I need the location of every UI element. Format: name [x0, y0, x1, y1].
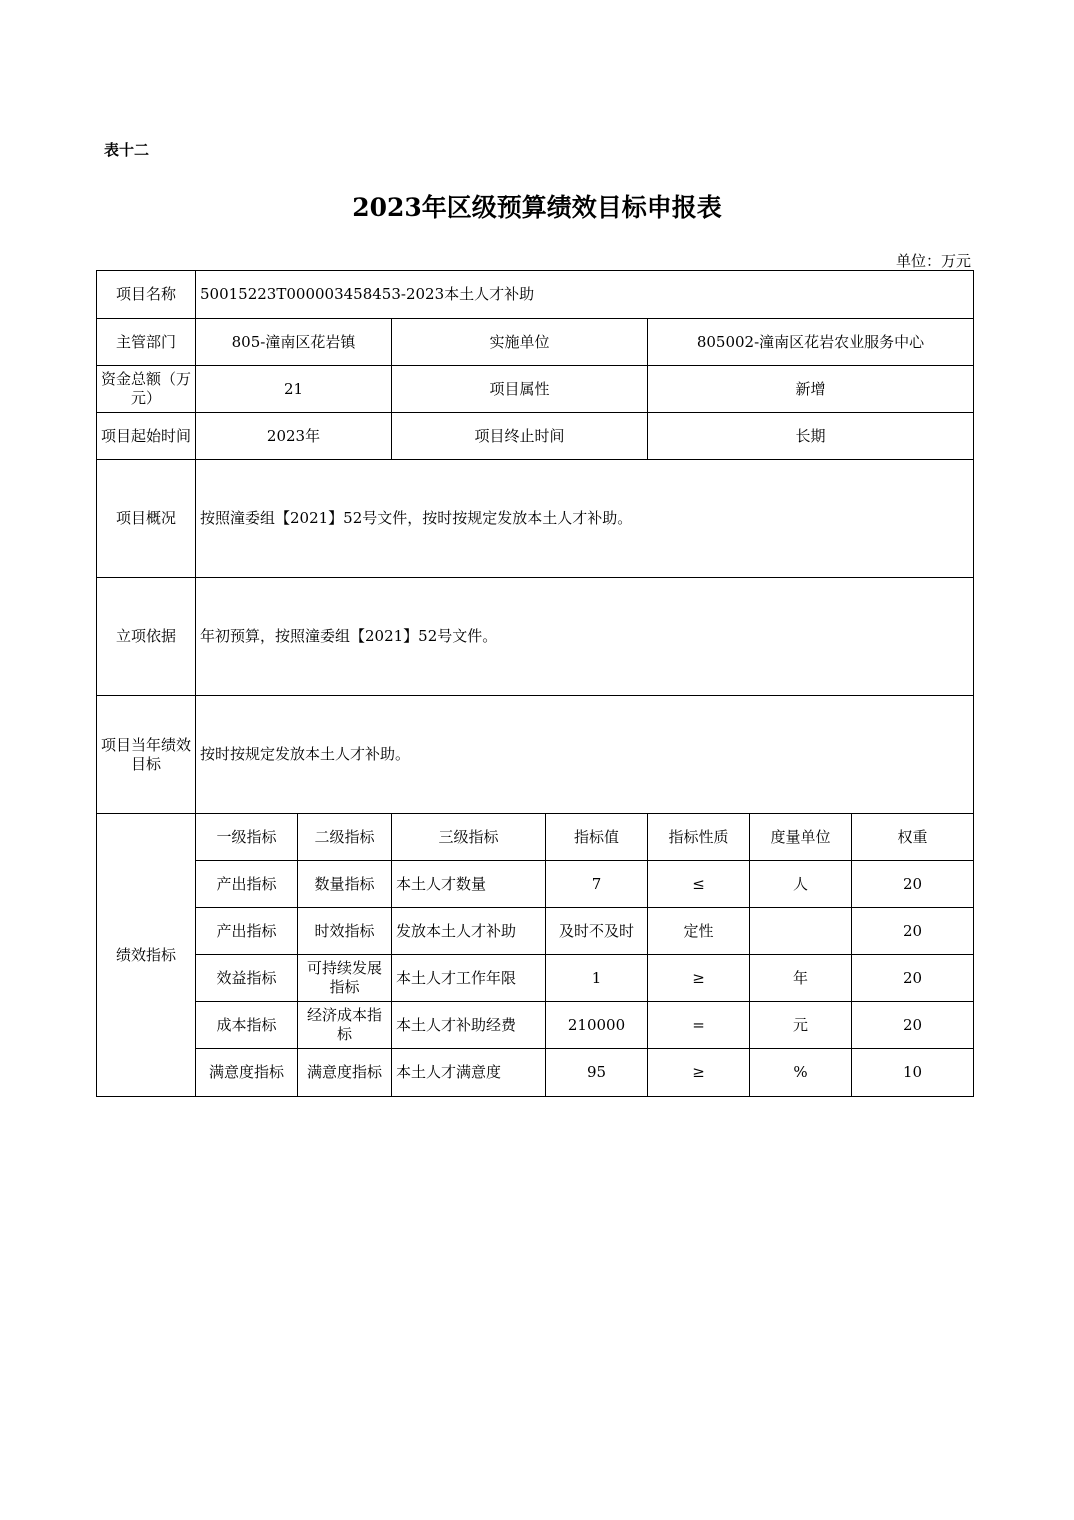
- weight-cell: 10: [852, 1049, 974, 1097]
- level1-cell: 满意度指标: [196, 1049, 298, 1097]
- table-row: [97, 908, 974, 955]
- nature-cell: =: [648, 1002, 750, 1049]
- overview-label: 项目概况: [97, 460, 196, 578]
- weight-cell: 20: [852, 861, 974, 908]
- row-period: [97, 413, 974, 460]
- dept-label: 主管部门: [97, 319, 196, 366]
- unit-cell: %: [750, 1049, 852, 1097]
- nature-cell: ≥: [648, 955, 750, 1002]
- value-cell: 95: [546, 1049, 648, 1097]
- row-goal: [97, 696, 974, 814]
- table-row: [97, 1049, 974, 1097]
- header-cell: 一级指标: [196, 814, 298, 861]
- level1-cell: 成本指标: [196, 1002, 298, 1049]
- end-value: 长期: [648, 413, 974, 460]
- row-overview: [97, 460, 974, 578]
- unit-cell: 人: [750, 861, 852, 908]
- impl-label: 实施单位: [392, 319, 648, 366]
- document-title: 2023年区级预算绩效目标申报表: [352, 193, 722, 222]
- budget-performance-table: [96, 270, 974, 1097]
- project-name-label: 项目名称: [97, 271, 196, 319]
- end-label: 项目终止时间: [392, 413, 648, 460]
- impl-value: 805002-潼南区花岩农业服务中心: [648, 319, 974, 366]
- nature-cell: ≥: [648, 1049, 750, 1097]
- value-cell: 210000: [546, 1002, 648, 1049]
- header-cell: 指标值: [546, 814, 648, 861]
- level3-cell: 本土人才满意度: [392, 1049, 546, 1097]
- nature-cell: 定性: [648, 908, 750, 955]
- goal-label: 项目当年绩效目标: [97, 696, 196, 814]
- level1-cell: 产出指标: [196, 861, 298, 908]
- level2-cell: 时效指标: [298, 908, 392, 955]
- value-cell: 及时不及时: [546, 908, 648, 955]
- unit-label: 单位：万元: [895, 252, 971, 270]
- level3-cell: 本土人才补助经费: [392, 1002, 546, 1049]
- level2-cell: 经济成本指标: [298, 1002, 392, 1049]
- overview-value: 按照潼委组【2021】52号文件，按时按规定发放本土人才补助。: [196, 460, 974, 578]
- start-value: 2023年: [196, 413, 392, 460]
- table-number: 表十二: [104, 141, 150, 159]
- header-cell: 三级指标: [392, 814, 546, 861]
- level3-cell: 本土人才工作年限: [392, 955, 546, 1002]
- fund-value: 21: [196, 366, 392, 413]
- table-row: [97, 861, 974, 908]
- level3-cell: 发放本土人才补助: [392, 908, 546, 955]
- header-cell: 二级指标: [298, 814, 392, 861]
- unit-cell: 元: [750, 1002, 852, 1049]
- weight-cell: 20: [852, 908, 974, 955]
- row-department: [97, 319, 974, 366]
- table-row: [97, 955, 974, 1002]
- row-fund: [97, 366, 974, 413]
- project-name-value: 50015223T000003458453-2023本土人才补助: [196, 271, 974, 319]
- fund-label: 资金总额（万元）: [97, 366, 196, 413]
- performance-label: 绩效指标: [97, 814, 196, 1097]
- header-cell: 度量单位: [750, 814, 852, 861]
- value-cell: 7: [546, 861, 648, 908]
- level2-cell: 可持续发展指标: [298, 955, 392, 1002]
- level1-cell: 效益指标: [196, 955, 298, 1002]
- attr-label: 项目属性: [392, 366, 648, 413]
- header-cell: 权重: [852, 814, 974, 861]
- unit-cell: [750, 908, 852, 955]
- row-basis: [97, 578, 974, 696]
- value-cell: 1: [546, 955, 648, 1002]
- performance-header-row: [97, 814, 974, 861]
- level1-cell: 产出指标: [196, 908, 298, 955]
- row-project-name: [97, 271, 974, 319]
- header-cell: 指标性质: [648, 814, 750, 861]
- weight-cell: 20: [852, 1002, 974, 1049]
- weight-cell: 20: [852, 955, 974, 1002]
- table-row: [97, 1002, 974, 1049]
- basis-label: 立项依据: [97, 578, 196, 696]
- level2-cell: 满意度指标: [298, 1049, 392, 1097]
- unit-cell: 年: [750, 955, 852, 1002]
- level3-cell: 本土人才数量: [392, 861, 546, 908]
- nature-cell: ≤: [648, 861, 750, 908]
- level2-cell: 数量指标: [298, 861, 392, 908]
- start-label: 项目起始时间: [97, 413, 196, 460]
- basis-value: 年初预算，按照潼委组【2021】52号文件。: [196, 578, 974, 696]
- attr-value: 新增: [648, 366, 974, 413]
- dept-value: 805-潼南区花岩镇: [196, 319, 392, 366]
- goal-value: 按时按规定发放本土人才补助。: [196, 696, 974, 814]
